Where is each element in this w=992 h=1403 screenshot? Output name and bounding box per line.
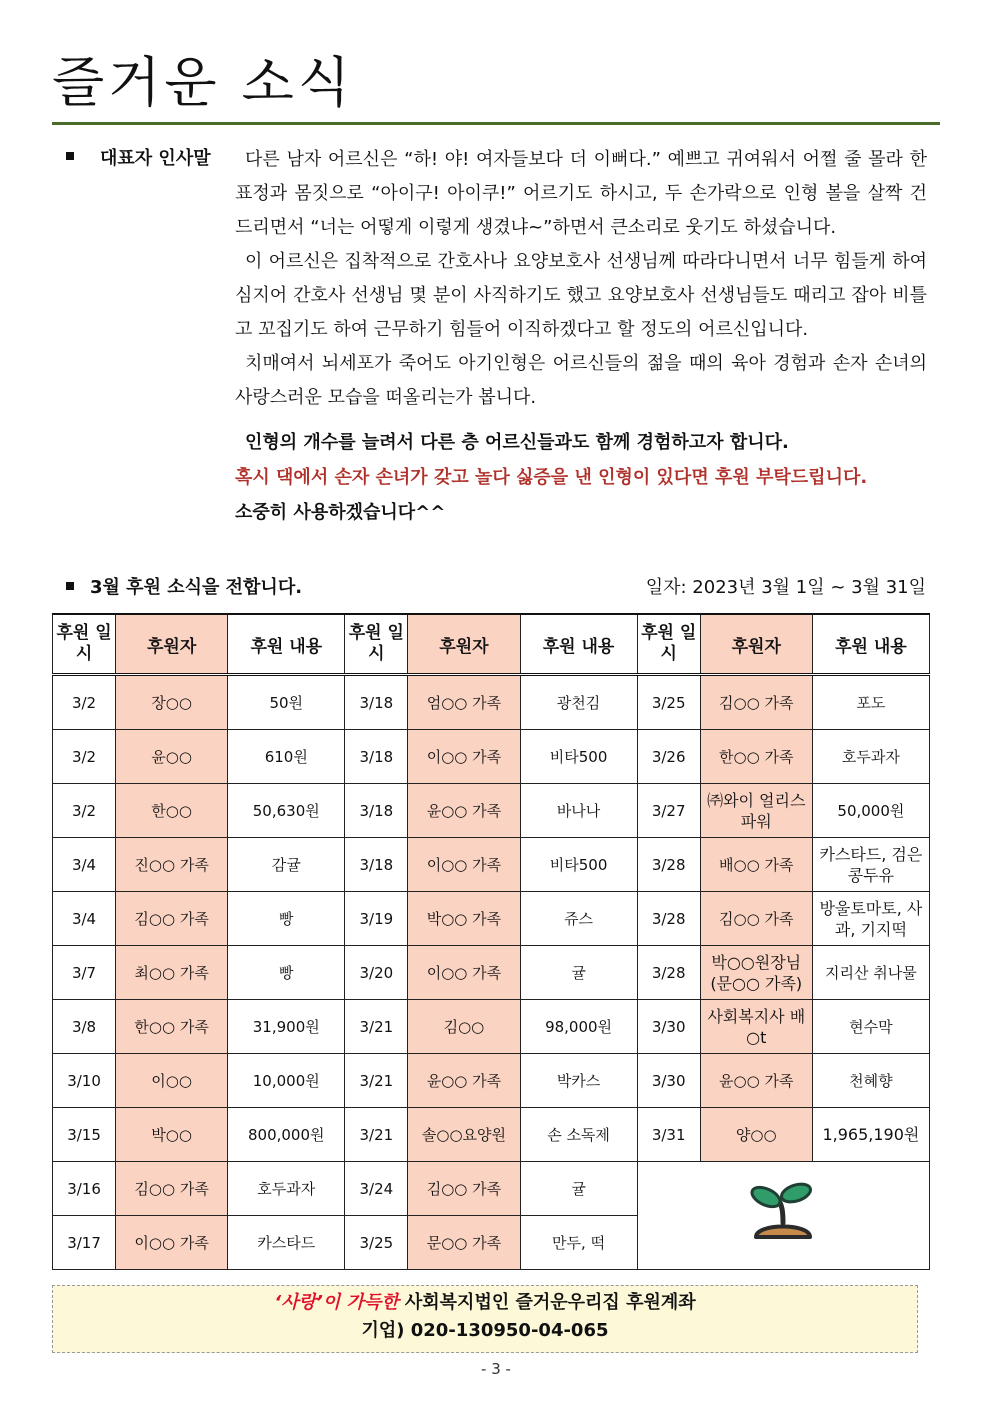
header-item: 후원 내용 <box>812 614 929 675</box>
donation-account-banner <box>52 1285 918 1353</box>
cell-item: 50,630원 <box>228 784 345 838</box>
cell-item: 50원 <box>228 675 345 730</box>
paragraph: 치매여서 뇌세포가 죽어도 아기인형은 어르신들의 젊을 때의 육아 경험과 손자 손녀의 사랑스러운 모습을 떠올리는가 봅니다. <box>235 353 927 408</box>
cell-item: 610원 <box>228 730 345 784</box>
cell-date: 3/17 <box>53 1216 116 1270</box>
header-name: 후원자 <box>116 614 228 675</box>
cell-date: 3/15 <box>53 1108 116 1162</box>
cell-item: 비타500 <box>520 730 637 784</box>
cell-date: 3/26 <box>637 730 700 784</box>
cell-name: 김○○ 가족 <box>116 892 228 946</box>
cell-name: 이○○ 가족 <box>408 730 520 784</box>
cell-date: 3/8 <box>53 1000 116 1054</box>
cell-item: 귤 <box>520 1162 637 1216</box>
cell-date: 3/25 <box>345 1216 408 1270</box>
header-date: 후원 일시 <box>53 614 116 675</box>
cell-date: 3/18 <box>345 838 408 892</box>
cell-date: 3/24 <box>345 1162 408 1216</box>
cell-date: 3/19 <box>345 892 408 946</box>
cell-name: 박○○ 가족 <box>408 892 520 946</box>
cell-item: 쥬스 <box>520 892 637 946</box>
table-row <box>53 1108 930 1162</box>
page-number: - 3 - <box>481 1360 511 1378</box>
table-row <box>53 784 930 838</box>
cell-name: 한○○ 가족 <box>116 1000 228 1054</box>
cell-name: 이○○ 가족 <box>408 838 520 892</box>
cell-item: 카스타드, 검은콩두유 <box>812 838 929 892</box>
account-number: 기업) 020-130950-04-065 <box>361 1320 609 1341</box>
table-row <box>53 892 930 946</box>
cell-date: 3/7 <box>53 946 116 1000</box>
cell-date: 3/30 <box>637 1054 700 1108</box>
cell-item: 방울토마토, 사과, 기지떡 <box>812 892 929 946</box>
cell-date: 3/2 <box>53 730 116 784</box>
cell-name: 배○○ 가족 <box>700 838 812 892</box>
cell-date: 3/28 <box>637 946 700 1000</box>
cell-name: 박○○원장님 (문○○ 가족) <box>700 946 812 1000</box>
cell-date: 3/31 <box>637 1108 700 1162</box>
cell-name: 엄○○ 가족 <box>408 675 520 730</box>
cell-item: 빵 <box>228 892 345 946</box>
cell-date: 3/2 <box>53 784 116 838</box>
cell-name: 박○○ <box>116 1108 228 1162</box>
cell-item: 빵 <box>228 946 345 1000</box>
sprout-cell <box>637 1162 929 1270</box>
cell-date: 3/18 <box>345 730 408 784</box>
callout-line: 인형의 개수를 늘려서 다른 층 어르신들과도 함께 경험하고자 합니다. <box>245 432 789 453</box>
cell-date: 3/4 <box>53 892 116 946</box>
cell-item: 천혜향 <box>812 1054 929 1108</box>
cell-name: 장○○ <box>116 675 228 730</box>
callout-line-red: 혹시 댁에서 손자 손녀가 갖고 놀다 싫증을 낸 인형이 있다면 후원 부탁드립니다. <box>235 467 868 488</box>
cell-item: 50,000원 <box>812 784 929 838</box>
title-divider <box>52 122 940 125</box>
cell-item: 광천김 <box>520 675 637 730</box>
table-row <box>53 1162 930 1216</box>
cell-item: 98,000원 <box>520 1000 637 1054</box>
paragraph: 다른 남자 어르신은 “하! 야! 여자들보다 더 이뻐다.” 예쁘고 귀여워서 어쩔 줄 몰라 한 표정과 몸짓으로 “아이구! 아이쿠!” 어르기도 하시고, 두 손가락으로 인형 볼을 살짝 건드리면서 “너는 어떻게 이렇게 생겼냐~”하면서 큰소리로 웃기도 하셨습니다. <box>235 149 927 238</box>
donation-table <box>52 613 930 1270</box>
cell-item: 지리산 취나물 <box>812 946 929 1000</box>
greeting-body <box>235 143 927 415</box>
cell-date: 3/28 <box>637 838 700 892</box>
table-row <box>53 838 930 892</box>
bullet-square-icon <box>66 582 74 590</box>
cell-date: 3/18 <box>345 784 408 838</box>
cell-item: 포도 <box>812 675 929 730</box>
cell-name: ㈜와이 얼리스파워 <box>700 784 812 838</box>
header-item: 후원 내용 <box>520 614 637 675</box>
cell-name: 김○○ 가족 <box>116 1162 228 1216</box>
cell-date: 3/20 <box>345 946 408 1000</box>
date-range: 일자: 2023년 3월 1일 ~ 3월 31일 <box>645 577 926 598</box>
table-row <box>53 1000 930 1054</box>
account-title: 사회복지법인 즐거운우리집 후원계좌 <box>398 1292 696 1313</box>
cell-name: 최○○ 가족 <box>116 946 228 1000</box>
cell-name: 김○○ 가족 <box>700 675 812 730</box>
cell-item: 바나나 <box>520 784 637 838</box>
cell-name: 김○○ <box>408 1000 520 1054</box>
cell-item: 800,000원 <box>228 1108 345 1162</box>
cell-item: 만두, 떡 <box>520 1216 637 1270</box>
cell-name: 한○○ <box>116 784 228 838</box>
header-date: 후원 일시 <box>637 614 700 675</box>
header-name: 후원자 <box>408 614 520 675</box>
cell-item: 호두과자 <box>228 1162 345 1216</box>
cell-name: 문○○ 가족 <box>408 1216 520 1270</box>
script-text: ‘사랑’이 가득한 <box>274 1292 399 1313</box>
cell-name: 윤○○ <box>116 730 228 784</box>
header-item: 후원 내용 <box>228 614 345 675</box>
cell-name: 김○○ 가족 <box>700 892 812 946</box>
cell-date: 3/10 <box>53 1054 116 1108</box>
cell-item: 31,900원 <box>228 1000 345 1054</box>
cell-date: 3/16 <box>53 1162 116 1216</box>
table-row <box>53 1054 930 1108</box>
table-row <box>53 946 930 1000</box>
cell-date: 3/18 <box>345 675 408 730</box>
header-date: 후원 일시 <box>345 614 408 675</box>
cell-item: 귤 <box>520 946 637 1000</box>
cell-item: 손 소독제 <box>520 1108 637 1162</box>
cell-name: 윤○○ 가족 <box>408 1054 520 1108</box>
cell-name: 솔○○요양원 <box>408 1108 520 1162</box>
cell-name: 윤○○ 가족 <box>408 784 520 838</box>
cell-item: 감귤 <box>228 838 345 892</box>
cell-name: 사회복지사 배○t <box>700 1000 812 1054</box>
cell-item: 10,000원 <box>228 1054 345 1108</box>
cell-date: 3/28 <box>637 892 700 946</box>
cell-date: 3/2 <box>53 675 116 730</box>
sprout-icon <box>748 1179 818 1249</box>
cell-name: 양○○ <box>700 1108 812 1162</box>
cell-name: 이○○ <box>116 1054 228 1108</box>
cell-name: 한○○ 가족 <box>700 730 812 784</box>
bullet-square-icon <box>66 152 74 160</box>
cell-item: 현수막 <box>812 1000 929 1054</box>
cell-item: 카스타드 <box>228 1216 345 1270</box>
cell-date: 3/4 <box>53 838 116 892</box>
paragraph: 이 어르신은 집착적으로 간호사나 요양보호사 선생님께 따라다니면서 너무 힘들게 하여 심지어 간호사 선생님 몇 분이 사직하기도 했고 요양보호사 선생님들도 때리고 잡아 비틀고 꼬집기도 하여 근무하기 힘들어 이직하겠다고 할 정도의 어르신입니다. <box>235 251 927 340</box>
section-label-donations: 3월 후원 소식을 전합니다. <box>90 577 303 598</box>
cell-item: 박카스 <box>520 1054 637 1108</box>
cell-item: 호두과자 <box>812 730 929 784</box>
cell-date: 3/25 <box>637 675 700 730</box>
table-row <box>53 675 930 730</box>
cell-date: 3/27 <box>637 784 700 838</box>
cell-item: 1,965,190원 <box>812 1108 929 1162</box>
section-label-greeting: 대표자 인사말 <box>100 148 211 169</box>
page-title: 즐거운 소식 <box>52 51 354 114</box>
table-row <box>53 730 930 784</box>
cell-item: 비타500 <box>520 838 637 892</box>
cell-date: 3/21 <box>345 1054 408 1108</box>
header-name: 후원자 <box>700 614 812 675</box>
cell-date: 3/30 <box>637 1000 700 1054</box>
cell-name: 윤○○ 가족 <box>700 1054 812 1108</box>
callout <box>235 425 927 530</box>
callout-line: 소중히 사용하겠습니다^^ <box>235 502 446 523</box>
cell-name: 이○○ 가족 <box>408 946 520 1000</box>
cell-date: 3/21 <box>345 1000 408 1054</box>
cell-name: 이○○ 가족 <box>116 1216 228 1270</box>
cell-name: 김○○ 가족 <box>408 1162 520 1216</box>
cell-name: 진○○ 가족 <box>116 838 228 892</box>
table-header-row <box>53 614 930 675</box>
cell-date: 3/21 <box>345 1108 408 1162</box>
